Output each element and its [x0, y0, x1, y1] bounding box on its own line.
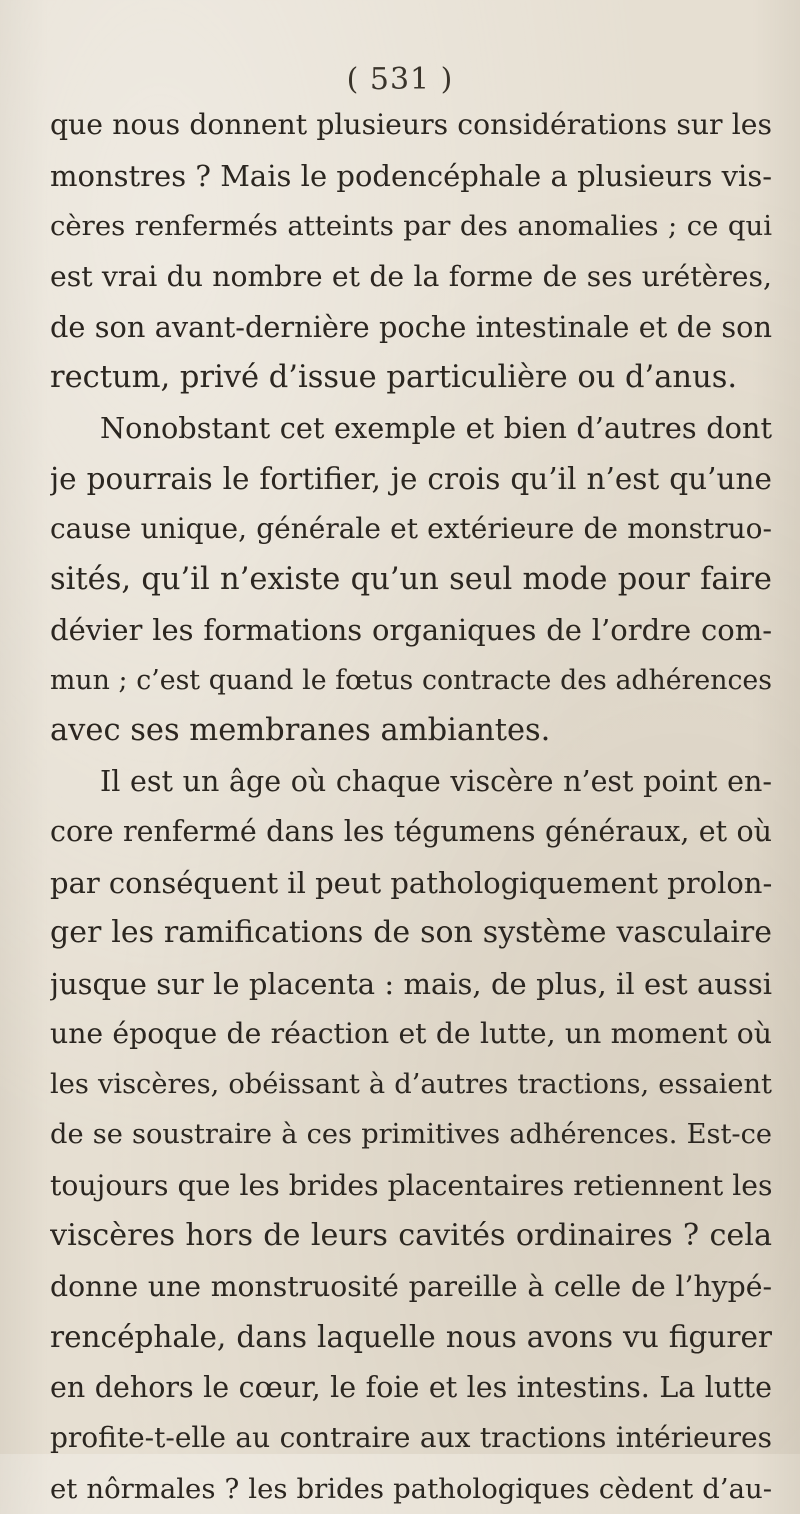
text-line: de se soustraire à ces primitives adhérences. Est-ce: [50, 1110, 772, 1161]
text-line: une époque de réaction et de lutte, un moment où: [50, 1009, 772, 1060]
text-line: et nôrmales ? les brides pathologiques cèdent d’au-: [50, 1464, 772, 1514]
text-line: ger les ramifications de son système vasculaire: [50, 908, 772, 959]
text-line: cause unique, générale et extérieure de monstruo-: [50, 504, 772, 555]
text-line: monstres ? Mais le podencéphale a plusieurs vis-: [50, 151, 772, 202]
text-line: rectum, privé d’issue particulière ou d’anus.: [50, 353, 772, 404]
body-text: [50, 100, 772, 1514]
text-line: par conséquent il peut pathologiquement prolon-: [50, 858, 772, 909]
text-line: rencéphale, dans laquelle nous avons vu figurer: [50, 1312, 772, 1363]
text-line: je pourrais le fortifier, je crois qu’il n’est qu’une: [50, 454, 772, 505]
text-line: dévier les formations organiques de l’ordre com-: [50, 605, 772, 656]
text-line: toujours que les brides placentaires retiennent les: [50, 1161, 772, 1212]
text-line: les viscères, obéissant à d’autres tractions, essaient: [50, 1060, 772, 1111]
text-line: est vrai du nombre et de la forme de ses urétères,: [50, 252, 772, 303]
text-line: profite-t-elle au contraire aux tractions intérieures: [50, 1413, 772, 1464]
text-line: sités, qu’il n’existe qu’un seul mode pour faire: [50, 555, 772, 606]
text-line: cères renfermés atteints par des anomalies ; ce qui: [50, 201, 772, 252]
text-line: Nonobstant cet exemple et bien d’autres dont: [50, 403, 772, 454]
text-line: avec ses membranes ambiantes.: [50, 706, 772, 757]
text-line: jusque sur le placenta : mais, de plus, il est aussi: [50, 959, 772, 1010]
text-line: Il est un âge où chaque viscère n’est point en-: [50, 757, 772, 808]
text-line: que nous donnent plusieurs considérations sur les: [50, 100, 772, 151]
text-line: de son avant-dernière poche intestinale et de son: [50, 302, 772, 353]
text-line: mun ; c’est quand le fœtus contracte des adhérences: [50, 656, 772, 707]
text-line: en dehors le cœur, le foie et les intestins. La lutte: [50, 1363, 772, 1414]
text-line: donne une monstruosité pareille à celle de l’hypé-: [50, 1262, 772, 1313]
text-line: core renfermé dans les tégumens généraux, et où: [50, 807, 772, 858]
text-line: viscères hors de leurs cavités ordinaires ? cela: [50, 1211, 772, 1262]
page-number: ( 531 ): [0, 62, 800, 97]
